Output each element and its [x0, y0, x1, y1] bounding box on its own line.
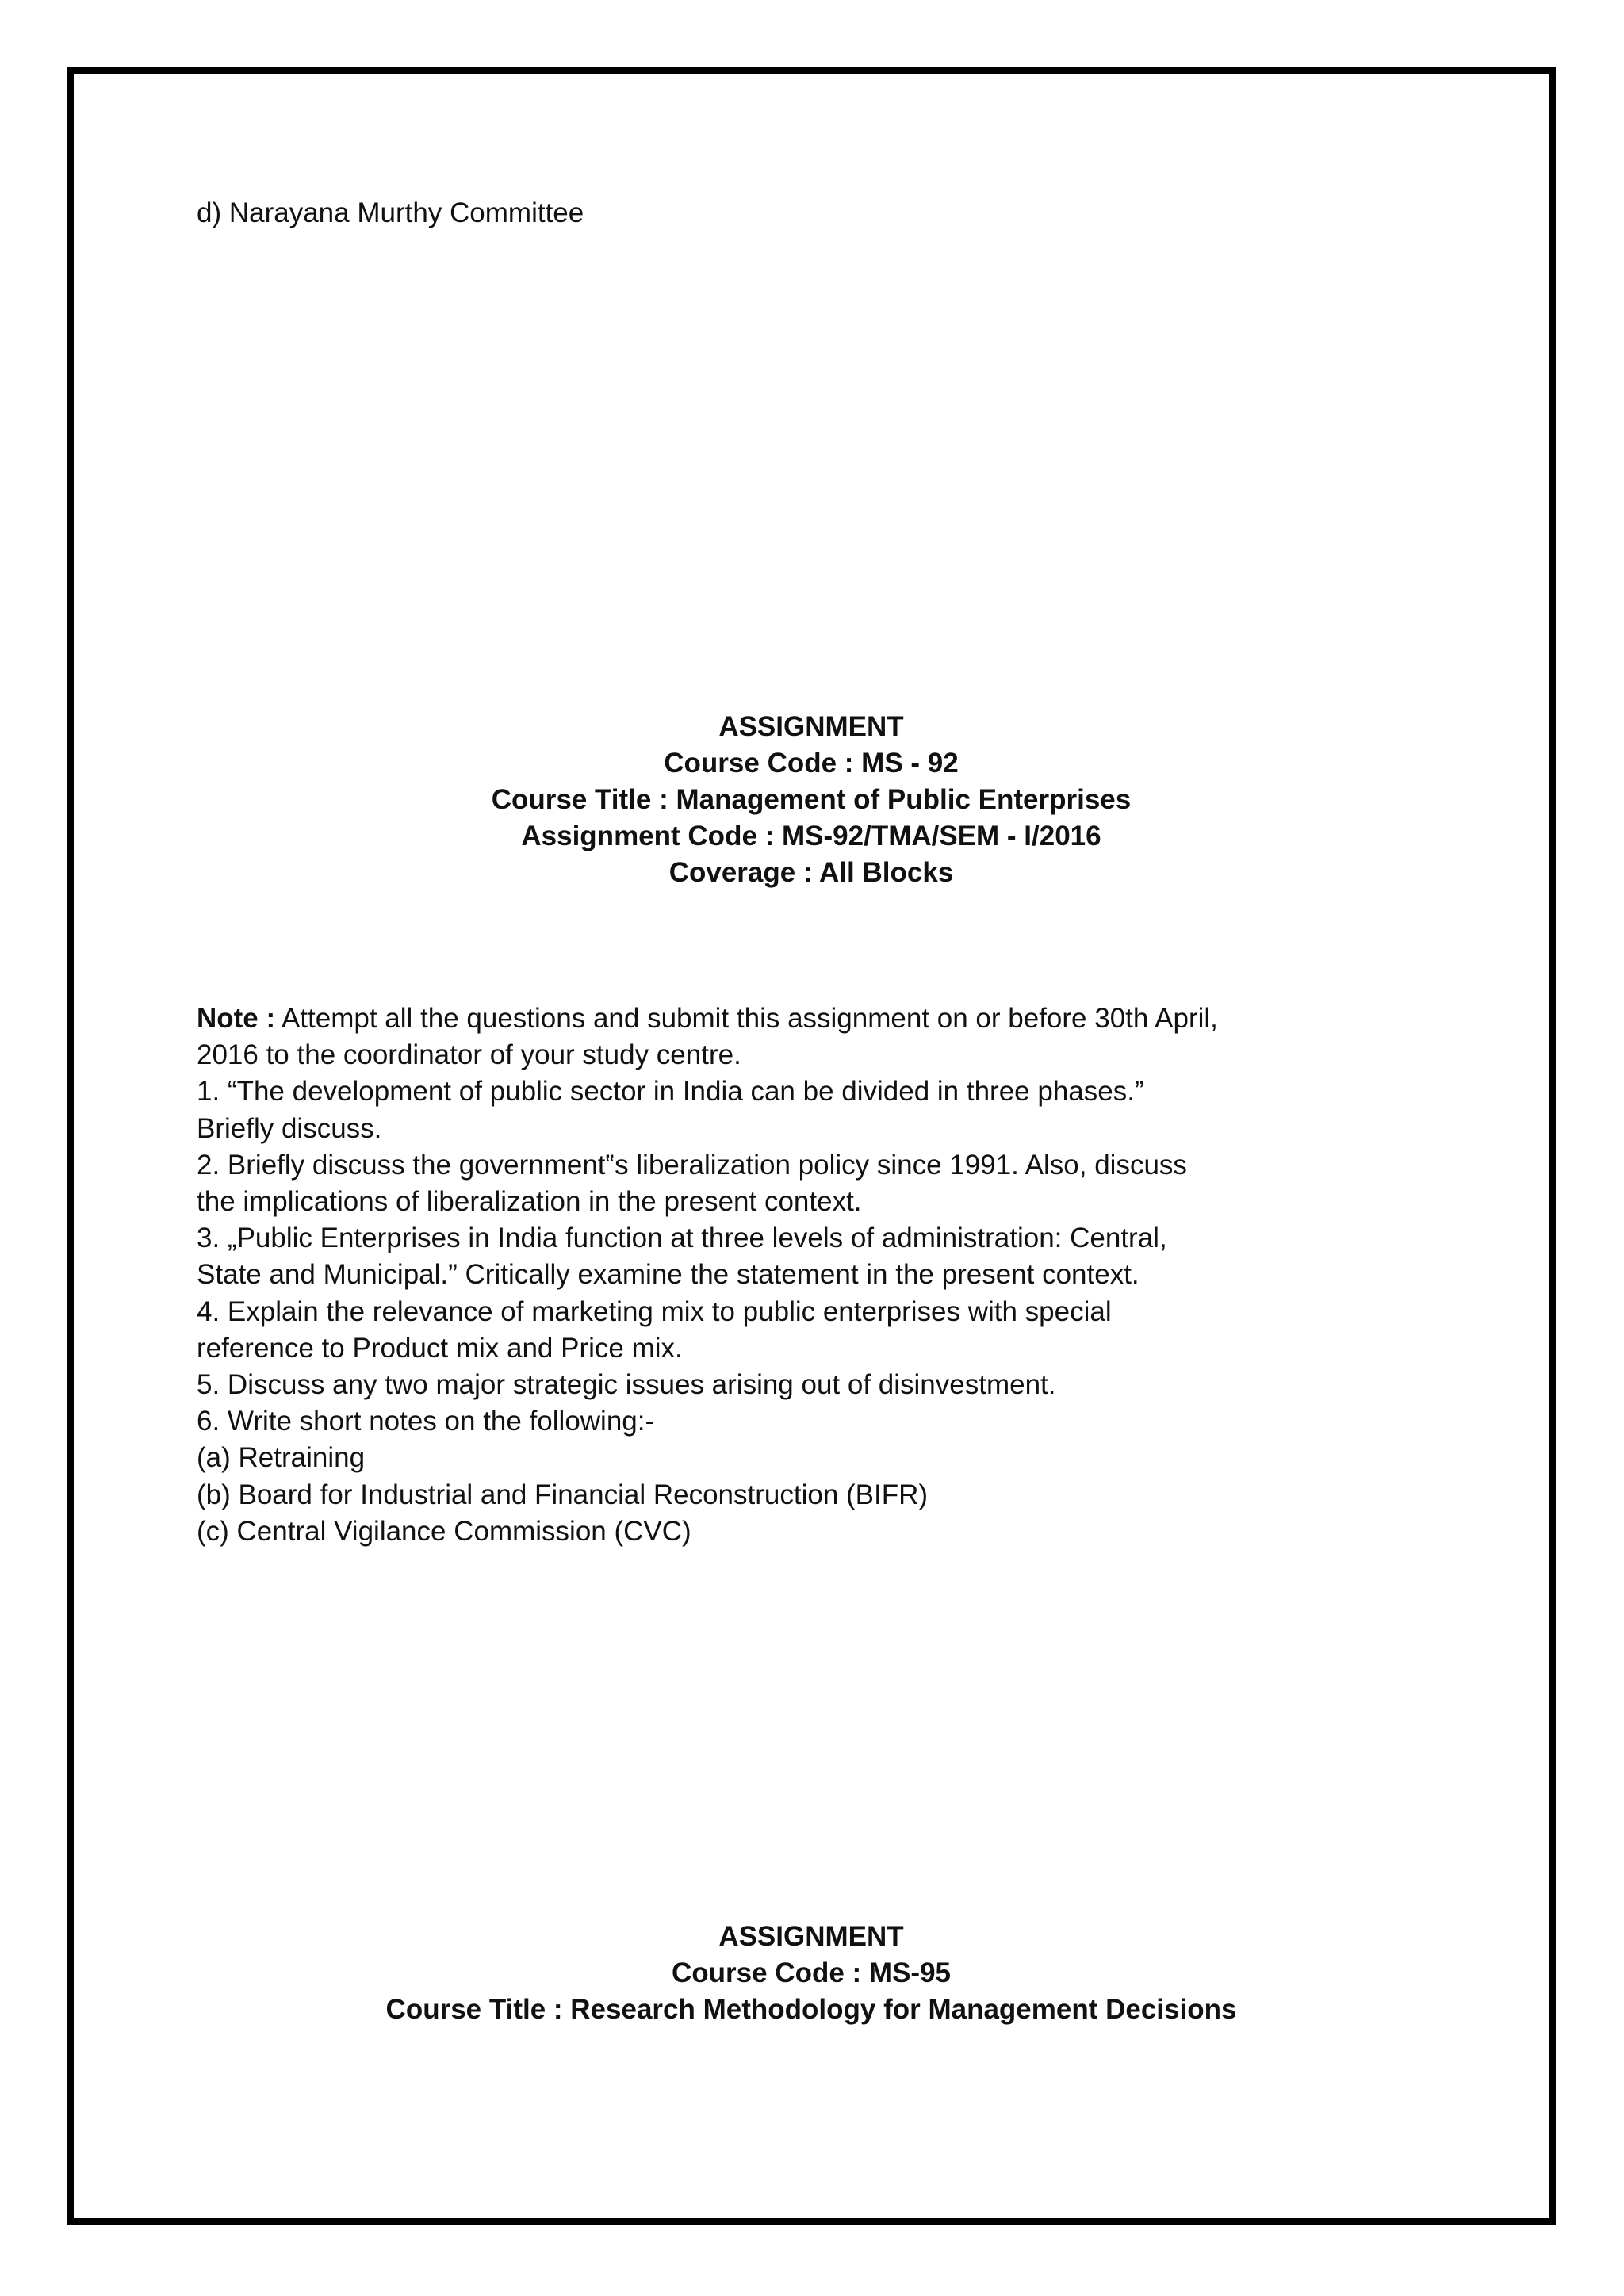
assignment-code: Assignment Code : MS-92/TMA/SEM - I/2016	[521, 821, 1101, 851]
question-line: 4. Explain the relevance of marketing mix to public enterprises with special	[197, 1295, 1112, 1327]
question-line: 2. Briefly discuss the government‟s liberalization policy since 1991. Also, discuss	[197, 1149, 1187, 1181]
assignment-body	[197, 1001, 1218, 1550]
question-line: (b) Board for Industrial and Financial Reconstruction (BIFR)	[197, 1479, 929, 1510]
question-line: 3. „Public Enterprises in India function at three levels of administration: Central,	[197, 1223, 1167, 1254]
assignment-title: ASSIGNMENT	[718, 711, 904, 742]
question-line: Briefly discuss.	[197, 1112, 382, 1144]
course-code: Course Code : MS - 92	[664, 748, 959, 779]
course-title: Course Title : Management of Public Enterprises	[491, 784, 1132, 815]
assignment-ms92-heading	[67, 709, 1556, 891]
previous-question-option: d) Narayana Murthy Committee	[197, 197, 584, 228]
note-text: Attempt all the questions and submit this assignment on or before 30th April,	[275, 1003, 1218, 1034]
question-line: State and Municipal.” Critically examine the statement in the present context.	[197, 1259, 1139, 1291]
question-line: (a) Retraining	[197, 1442, 366, 1474]
course-code: Course Code : MS-95	[672, 1957, 951, 1988]
question-line: 1. “The development of public sector in India can be divided in three phases.”	[197, 1076, 1144, 1108]
course-title: Course Title : Research Methodology for Management Decisions	[385, 1994, 1237, 2025]
question-line: the implications of liberalization in the present context.	[197, 1186, 862, 1218]
question-line: reference to Product mix and Price mix.	[197, 1332, 683, 1364]
coverage: Coverage : All Blocks	[668, 857, 954, 888]
note-line-1	[197, 1001, 1218, 1037]
question-line: (c) Central Vigilance Commission (CVC)	[197, 1515, 691, 1547]
note-line-2: 2016 to the coordinator of your study centre.	[197, 1039, 741, 1071]
note-label: Note :	[197, 1003, 276, 1034]
question-line: 5. Discuss any two major strategic issues arising out of disinvestment.	[197, 1369, 1056, 1401]
assignment-ms95-heading	[67, 1919, 1556, 2028]
question-line: 6. Write short notes on the following:-	[197, 1406, 655, 1437]
assignment-title: ASSIGNMENT	[718, 1921, 904, 1952]
